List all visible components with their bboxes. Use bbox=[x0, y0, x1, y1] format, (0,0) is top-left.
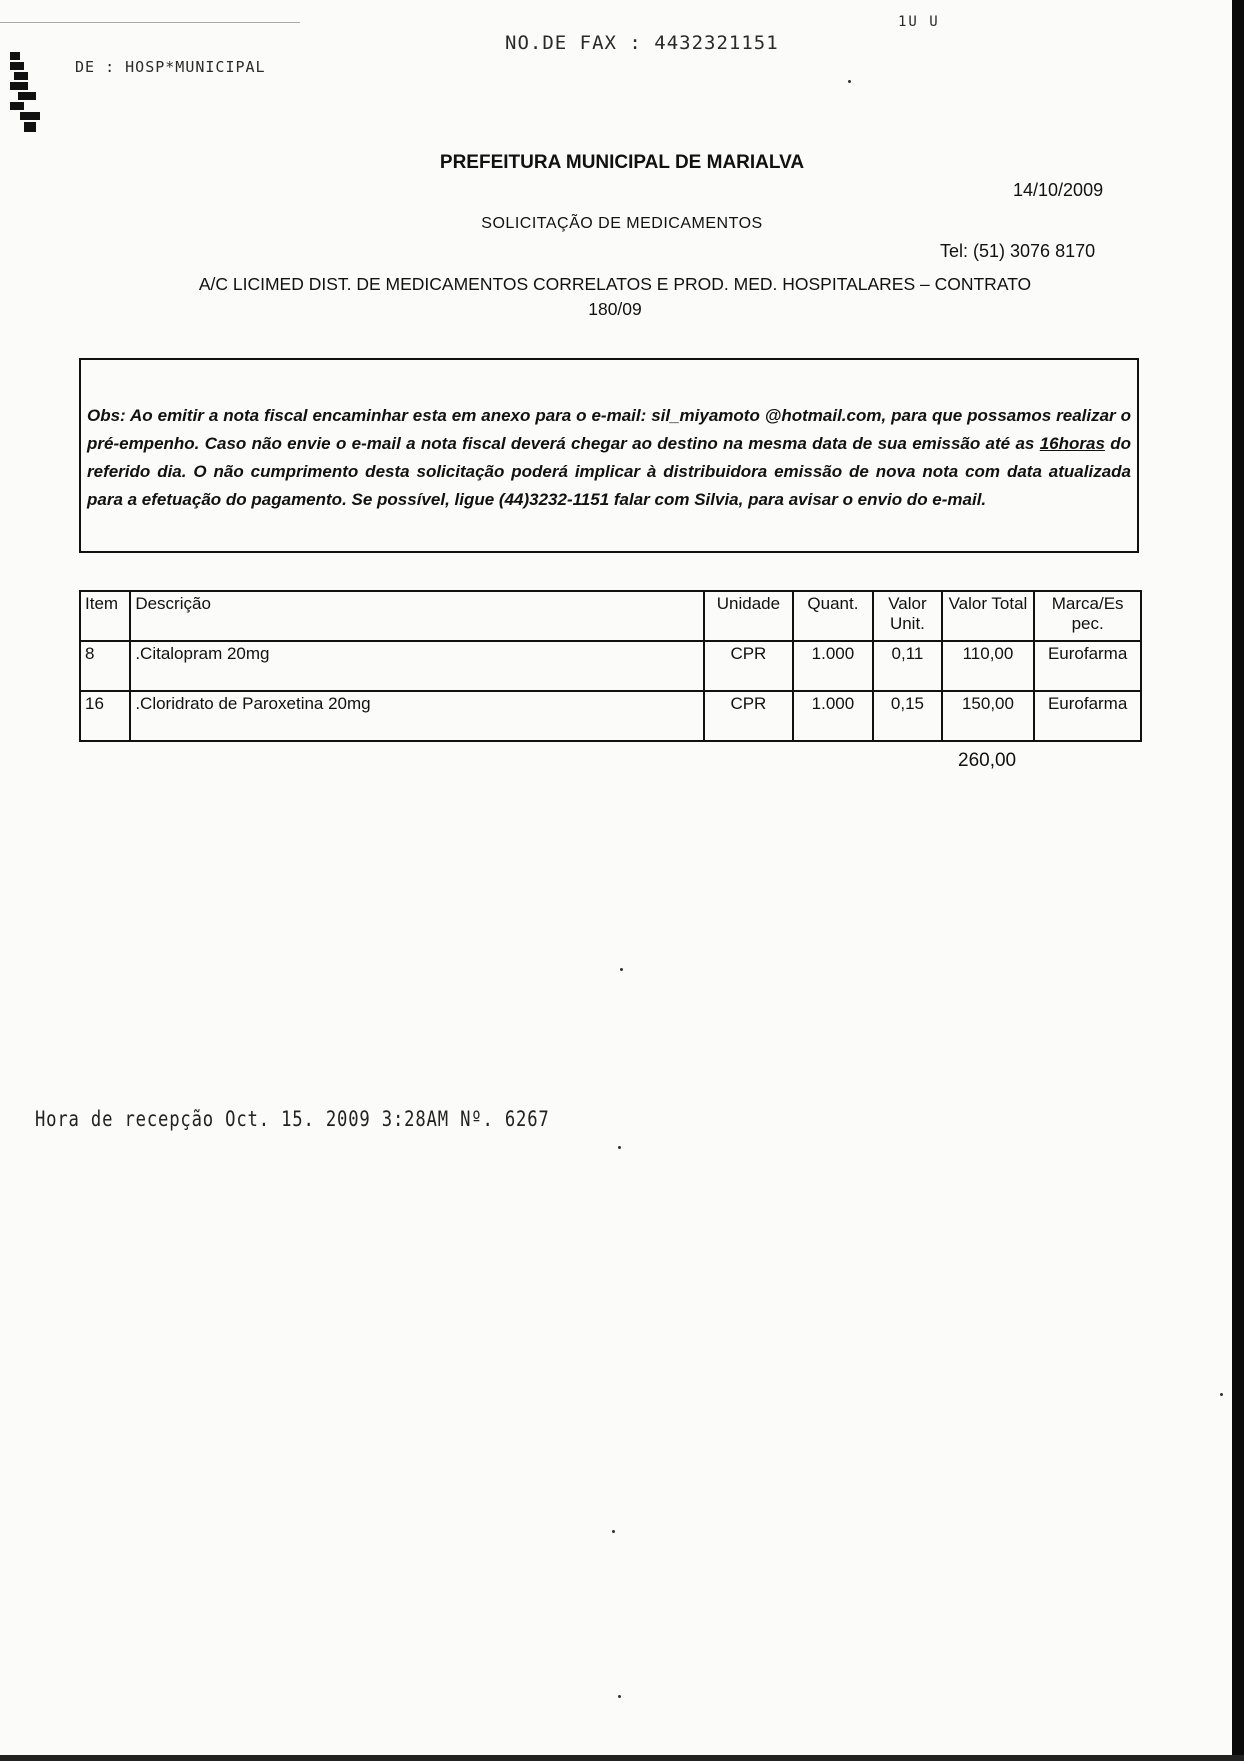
row-description: .Cloridrato de Paroxetina 20mg bbox=[130, 691, 704, 741]
row-total-value: 110,00 bbox=[942, 641, 1035, 691]
observation-part-1: Obs: Ao emitir a nota fiscal encaminhar esta em anexo para o e-mail: sil_miyamoto @hotmail.com, para que possamos realizar o pré-empenho. Caso não envie o e-mail a nota fiscal deverá chegar ao destino na mesma data de sua emissão até as bbox=[87, 406, 1131, 453]
observation-deadline: 16horas bbox=[1039, 434, 1105, 453]
header-unit: Unidade bbox=[704, 591, 793, 641]
row-brand: Eurofarma bbox=[1034, 691, 1141, 741]
header-total-value: Valor Total bbox=[942, 591, 1035, 641]
speck bbox=[612, 1530, 615, 1533]
fax-logo-icon bbox=[10, 52, 46, 136]
row-quantity: 1.000 bbox=[793, 641, 874, 691]
row-unit: CPR bbox=[704, 641, 793, 691]
telephone: Tel: (51) 3076 8170 bbox=[940, 241, 1096, 261]
scan-edge-right bbox=[1232, 0, 1244, 1761]
top-divider bbox=[0, 22, 300, 23]
speck bbox=[618, 1695, 621, 1698]
observation-box bbox=[79, 358, 1139, 553]
row-item: 16 bbox=[80, 691, 130, 741]
header-brand: Marca/Es pec. bbox=[1034, 591, 1141, 641]
row-unit-value: 0,11 bbox=[873, 641, 941, 691]
table-row bbox=[80, 641, 1141, 691]
header-description: Descrição bbox=[130, 591, 704, 641]
row-quantity: 1.000 bbox=[793, 691, 874, 741]
observation-part-2: do referido dia. O não cumprimento desta solicitação poderá implicar à distribuidora emissão de nova nota com data atualizada para a efetuação do pagamento. Se possível, ligue (44)3232-1151 falar com Silvia, para avisar o envio do e-mail. bbox=[87, 434, 1131, 509]
document-title: SOLICITAÇÃO DE MEDICAMENTOS bbox=[481, 215, 763, 232]
table-row bbox=[80, 691, 1141, 741]
fax-sender: DE : HOSP*MUNICIPAL bbox=[75, 58, 266, 76]
row-description: .Citalopram 20mg bbox=[130, 641, 704, 691]
row-unit-value: 0,15 bbox=[873, 691, 941, 741]
table-header-row bbox=[80, 591, 1141, 641]
speck bbox=[848, 80, 851, 83]
row-total-value: 150,00 bbox=[942, 691, 1035, 741]
row-item: 8 bbox=[80, 641, 130, 691]
fax-number: NO.DE FAX : 4432321151 bbox=[505, 32, 779, 54]
header-quantity: Quant. bbox=[793, 591, 874, 641]
fax-page-mark: 1U U bbox=[898, 14, 940, 30]
observation-text bbox=[87, 402, 1131, 514]
speck bbox=[620, 968, 623, 971]
row-brand: Eurofarma bbox=[1034, 641, 1141, 691]
organization-title: PREFEITURA MUNICIPAL DE MARIALVA bbox=[439, 152, 805, 173]
row-unit: CPR bbox=[704, 691, 793, 741]
reception-stamp: Hora de recepção Oct. 15. 2009 3:28AM Nº. 6267 bbox=[35, 1107, 550, 1131]
scan-edge-bottom bbox=[0, 1755, 1244, 1761]
grand-total: 260,00 bbox=[958, 750, 1017, 771]
addressee bbox=[100, 272, 1130, 322]
addressee-line-1: A/C LICIMED DIST. DE MEDICAMENTOS CORRELATOS E PROD. MED. HOSPITALARES – CONTRATO bbox=[198, 274, 1032, 294]
document-date: 14/10/2009 bbox=[1013, 180, 1104, 200]
addressee-line-2: 180/09 bbox=[588, 299, 642, 319]
header-unit-value: Valor Unit. bbox=[873, 591, 941, 641]
header-item: Item bbox=[80, 591, 130, 641]
speck bbox=[618, 1146, 621, 1149]
medication-table bbox=[79, 590, 1142, 742]
speck bbox=[1220, 1393, 1223, 1396]
